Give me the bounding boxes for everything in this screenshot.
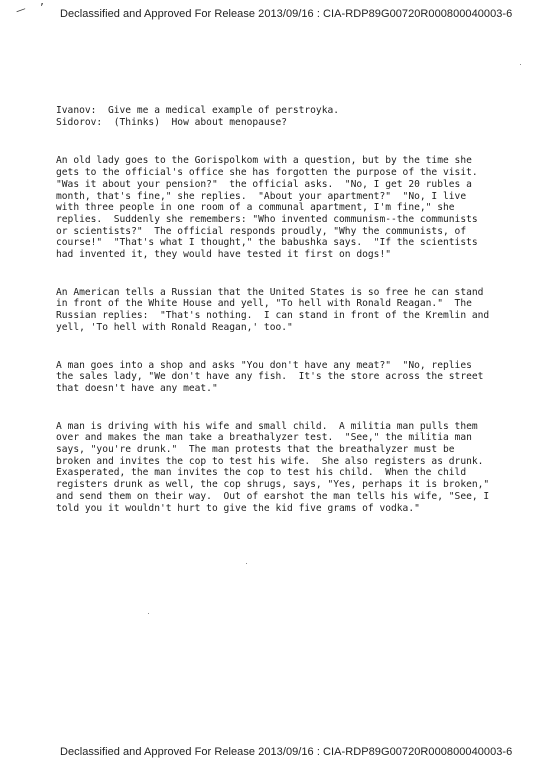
- joke-line: An American tells a Russian that the United States is so free he can stand: [56, 286, 484, 298]
- joke-line: gets to the official's office she has forgotten the purpose of the visit.: [56, 167, 478, 179]
- joke-line: says, "you're drunk." The man protests that the breathalyzer must be: [56, 444, 455, 456]
- joke-line: or scientists?" The official responds proudly, "Why the communists, of: [56, 225, 467, 237]
- joke-paragraph-gorispolkom: [56, 155, 516, 260]
- document-body: [56, 105, 516, 540]
- joke-line: Russian replies: "That's nothing. I can stand in front of the Kremlin and: [56, 310, 490, 322]
- joke-line: "Was it about your pension?" the official asks. "No, I get 20 rubles a: [56, 178, 472, 190]
- declassification-footer: Declassified and Approved For Release 2013/09/16 : CIA-RDP89G00720R000800040003-6: [60, 746, 513, 758]
- joke-line: over and makes the man take a breathalyzer test. "See," the militia man: [56, 432, 472, 444]
- joke-paragraph-white-house: [56, 287, 516, 334]
- joke-line: A man is driving with his wife and small child. A militia man pulls them: [56, 420, 478, 432]
- joke-line: replies. Suddenly she remembers: "Who invented communism--the communists: [56, 213, 478, 225]
- dialogue-line: Sidorov: (Thinks) How about menopause?: [56, 116, 288, 128]
- joke-line: yell, 'To hell with Ronald Reagan,' too.": [56, 321, 293, 333]
- joke-line: Exasperated, the man invites the cop to test his child. When the child: [56, 467, 467, 479]
- scan-speck: [246, 563, 247, 564]
- joke-line: had invented it, they would have tested it first on dogs!": [56, 249, 392, 261]
- scan-mark: —: [14, 3, 28, 18]
- joke-line: A man goes into a shop and asks "You don't have any meat?" "No, replies: [56, 359, 472, 371]
- joke-line: An old lady goes to the Gorispolkom with a question, but by the time she: [56, 155, 472, 167]
- joke-line: that doesn't have any meat.": [56, 382, 218, 394]
- joke-line: in front of the White House and yell, "To hell with Ronald Reagan." The: [56, 298, 472, 310]
- joke-line: month, that's fine," she replies. "About your apartment?" "No, I live: [56, 190, 467, 202]
- joke-line: broken and invites the cop to test his wife. She also registers as drunk.: [56, 455, 484, 467]
- scan-speck: [148, 613, 149, 614]
- joke-line: told you it wouldn't hurt to give the kid five grams of vodka.": [56, 502, 420, 514]
- dialogue-line: Ivanov: Give me a medical example of perstroyka.: [56, 105, 340, 116]
- joke-line: with three people in one room of a communal apartment, I'm fine," she: [56, 202, 455, 214]
- dialogue-block: [56, 105, 516, 128]
- joke-paragraph-breathalyzer: [56, 421, 516, 515]
- joke-line: the sales lady, "We don't have any fish. It's the store across the street: [56, 371, 484, 383]
- joke-line: course!" "That's what I thought," the babushka says. "If the scientists: [56, 237, 478, 249]
- scan-speck: [520, 64, 521, 65]
- declassification-header: Declassified and Approved For Release 2013/09/16 : CIA-RDP89G00720R000800040003-6: [60, 8, 513, 20]
- joke-line: and send them on their way. Out of earshot the man tells his wife, "See, I: [56, 490, 490, 502]
- joke-line: registers drunk as well, the cop shrugs, says, "Yes, perhaps it is broken,": [56, 479, 490, 491]
- scan-mark: ’: [40, 1, 44, 15]
- joke-paragraph-meat: [56, 360, 516, 395]
